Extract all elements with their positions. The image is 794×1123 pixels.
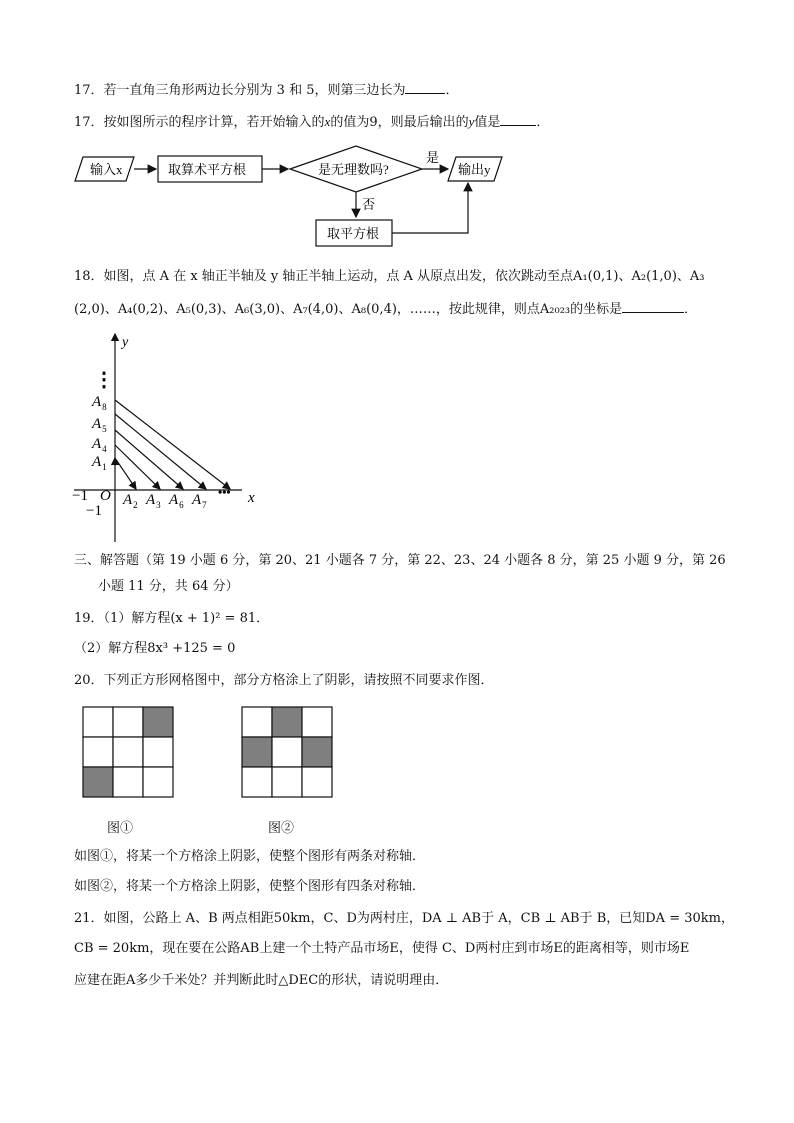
program-flowchart [74, 145, 514, 253]
grid2-cells [242, 707, 332, 797]
figure-2-label: 图② [268, 821, 295, 836]
question-21-line3: 应建在距A多少千米处？并判断此时△DEC的形状，请说明理由． [74, 973, 449, 988]
answer-blank [405, 79, 445, 94]
answer-blank [500, 111, 536, 126]
x-axis-label: x [248, 490, 255, 506]
question-19-part1: 19．（1）解方程(x + 1)² = 81． [74, 611, 270, 626]
point-label-a5: $A_5$ [92, 416, 107, 434]
point-label-a2: $A_2$ [123, 492, 138, 510]
grid1-cell-7 [113, 767, 143, 797]
decision-label: 是无理数吗? [318, 162, 389, 177]
grid2-cell-2 [302, 707, 332, 737]
point-label-a6: $A_6$ [169, 492, 184, 510]
q20-requirement-1: 如图①，将某一个方格涂上阴影，使整个图形有两条对称轴． [74, 849, 426, 864]
question-18-line1: 18．如图，点 A 在 x 轴正半轴及 y 轴正半轴上运动，点 A 从原点出发，依次跳动至点A₁(0,1)、A₂(1,0)、A₃ [74, 269, 705, 284]
point-label-a3: $A_3$ [146, 492, 161, 510]
grid2-cell-1-shaded [272, 707, 302, 737]
grid2-cell-4 [272, 737, 302, 767]
q17a-text: 17．若一直角三角形两边长分别为 3 和 5，则第三边长为 [74, 83, 406, 98]
grid-figure-1 [82, 706, 175, 799]
neg-one-y-label: −1 [86, 503, 102, 519]
question-18-line2: (2,0)、A₄(0,2)、A₅(0,3)、A₆(3,0)、A₇(4,0)、A₈(0,4)，……，按此规律，则点A₂₀₂₃的坐标是 ． [74, 298, 697, 319]
grid2-cell-8 [302, 767, 332, 797]
question-17b: 17．按如图所示的程序计算，若开始输入的x的值为9，则最后输出的y值是 ． [74, 111, 549, 132]
figure-1-label: 图① [107, 821, 134, 836]
point-label-a1: $A_1$ [92, 454, 107, 472]
point-label-a8: $A_8$ [92, 394, 107, 412]
grid1-cell-6-shaded [83, 767, 113, 797]
section3-heading: 三、解答题（第 19 小题 6 分，第 20、21 小题各 7 分，第 22、23、24 小题各 8 分，第 25 小题 9 分，第 26 [74, 553, 726, 568]
grid1-cell-5 [143, 737, 173, 767]
y-axis-label: y [122, 335, 129, 350]
input-label: 输入x [90, 162, 123, 177]
grid2-cell-0 [242, 707, 272, 737]
q20-requirement-2: 如图②，将某一个方格涂上阴影，使整个图形有四条对称轴． [74, 879, 426, 894]
no-label: 否 [362, 197, 376, 212]
x-point-labels [122, 492, 207, 510]
question-20-title: 20．下列正方形网格图中，部分方格涂上了阴影，请按照不同要求作图． [74, 673, 494, 688]
jump-arrows [115, 400, 230, 489]
grid1-cell-0 [83, 707, 113, 737]
grid1-cell-1 [113, 707, 143, 737]
question-21-line2: CB = 20km，现在要在公路AB上建一个土特产品市场E，使得 C、D两村庄到市场E的距离相等，则市场E [74, 941, 690, 956]
point-label-a4: $A_4$ [92, 436, 107, 454]
neg-one-x-label: −1 [72, 488, 88, 504]
section3-heading-cont: 小题 11 分，共 64 分） [98, 579, 239, 594]
y-point-labels [91, 394, 107, 472]
grid-figure-2 [241, 706, 334, 799]
grid2-cell-6 [242, 767, 272, 797]
grid1-cell-4 [113, 737, 143, 767]
point-label-a7: $A_7$ [192, 492, 207, 510]
grid1-cells [83, 707, 173, 797]
grid1-cell-3 [83, 737, 113, 767]
grid2-cell-3-shaded [242, 737, 272, 767]
grid2-cell-7 [272, 767, 302, 797]
output-label: 输出y [458, 162, 491, 177]
question-19-part2: （2）解方程8x³ +125 = 0 [74, 641, 236, 656]
yes-label: 是 [426, 150, 440, 165]
grid1-cell-2-shaded [143, 707, 173, 737]
grid1-cell-8 [143, 767, 173, 797]
origin-label: O [100, 488, 111, 504]
question-17a: 17．若一直角三角形两边长分别为 3 和 5，则第三边长为 ． [74, 79, 459, 100]
sqrt-label: 取平方根 [327, 226, 380, 241]
answer-blank [622, 298, 684, 313]
grid2-cell-5-shaded [302, 737, 332, 767]
y-ellipsis: ⋮ [94, 369, 114, 391]
coordinate-jump-figure [70, 330, 270, 545]
question-21-line1: 21．如图，公路上 A、B 两点相距50km，C、D为两村庄，DA ⊥ AB于 A，CB ⊥ AB于 B，已知DA = 30km， [74, 911, 734, 926]
arith-sqrt-label: 取算术平方根 [168, 162, 247, 177]
x-ellipsis: ••• [218, 485, 231, 499]
